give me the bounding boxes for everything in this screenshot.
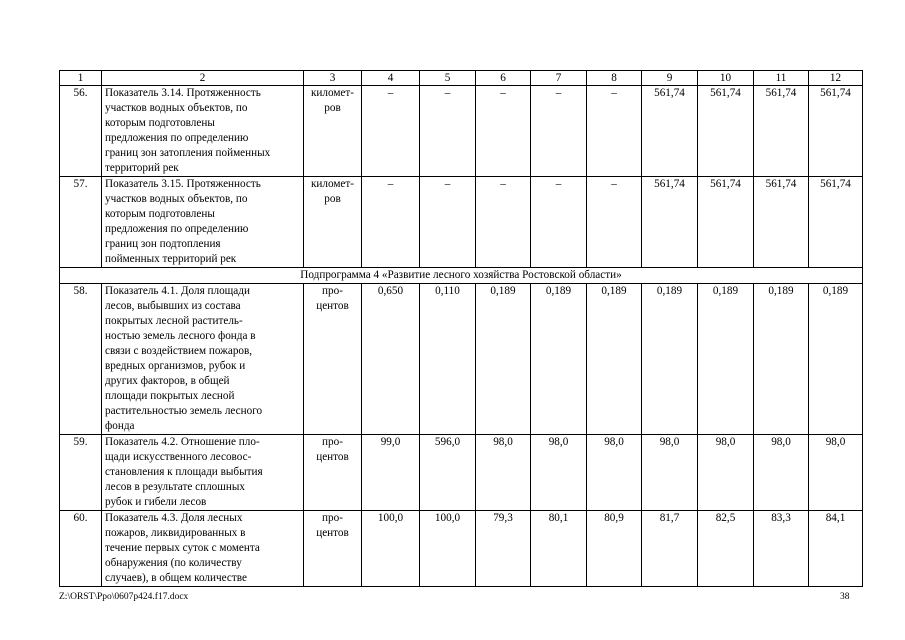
value-cell: –: [476, 86, 531, 177]
indicator-name: Показатель 4.1. Доля площади лесов, выбывших из состава покрытых лесной раститель- ностью земель лесного фонда в связи с воздействием пожаров, вредных организмов, рубок и других факторов, в общей площади покрытых лесной растительностью земель лесного фонда: [102, 284, 304, 435]
value-cell: 561,74: [642, 86, 698, 177]
row-number: 57.: [60, 177, 102, 268]
value-cell: 561,74: [754, 177, 809, 268]
value-cell: –: [531, 86, 587, 177]
row-number: 56.: [60, 86, 102, 177]
value-cell: 0,189: [698, 284, 754, 435]
indicators-table: [59, 70, 863, 587]
value-cell: 98,0: [531, 435, 587, 511]
value-cell: 0,650: [362, 284, 420, 435]
table-row: [60, 435, 863, 511]
value-cell: –: [476, 177, 531, 268]
value-cell: –: [362, 86, 420, 177]
value-cell: 98,0: [476, 435, 531, 511]
value-cell: 0,189: [809, 284, 863, 435]
value-cell: 561,74: [698, 86, 754, 177]
value-cell: 99,0: [362, 435, 420, 511]
column-number: 3: [304, 71, 362, 86]
column-number: 2: [102, 71, 304, 86]
subprogram-title: Подпрограмма 4 «Развитие лесного хозяйства Ростовской области»: [60, 268, 863, 284]
unit: километ- ров: [304, 177, 362, 268]
value-cell: 98,0: [642, 435, 698, 511]
value-cell: –: [531, 177, 587, 268]
value-cell: 561,74: [809, 177, 863, 268]
value-cell: 0,189: [642, 284, 698, 435]
value-cell: 80,1: [531, 511, 587, 587]
file-path: Z:\ORST\Ppo\0607p424.f17.docx: [59, 592, 189, 602]
value-cell: 0,189: [531, 284, 587, 435]
value-cell: 561,74: [642, 177, 698, 268]
value-cell: 98,0: [809, 435, 863, 511]
value-cell: 0,189: [476, 284, 531, 435]
column-number: 9: [642, 71, 698, 86]
row-number: 60.: [60, 511, 102, 587]
column-number: 6: [476, 71, 531, 86]
indicator-name: Показатель 3.14. Протяженность участков водных объектов, по которым подготовлены предложения по определению границ зон затопления пойменных территорий рек: [102, 86, 304, 177]
value-cell: 561,74: [754, 86, 809, 177]
value-cell: 83,3: [754, 511, 809, 587]
column-number: 1: [60, 71, 102, 86]
value-cell: 0,110: [420, 284, 476, 435]
header-row: [60, 71, 863, 86]
value-cell: 596,0: [420, 435, 476, 511]
value-cell: 98,0: [587, 435, 642, 511]
value-cell: 79,3: [476, 511, 531, 587]
value-cell: 100,0: [362, 511, 420, 587]
column-number: 5: [420, 71, 476, 86]
row-number: 59.: [60, 435, 102, 511]
value-cell: 81,7: [642, 511, 698, 587]
value-cell: 80,9: [587, 511, 642, 587]
value-cell: 0,189: [587, 284, 642, 435]
value-cell: 82,5: [698, 511, 754, 587]
column-number: 4: [362, 71, 420, 86]
value-cell: –: [587, 177, 642, 268]
column-number: 7: [531, 71, 587, 86]
value-cell: 98,0: [698, 435, 754, 511]
column-number: 11: [754, 71, 809, 86]
value-cell: –: [587, 86, 642, 177]
unit: километ- ров: [304, 86, 362, 177]
value-cell: 561,74: [698, 177, 754, 268]
value-cell: 561,74: [809, 86, 863, 177]
indicator-name: Показатель 4.2. Отношение пло- щади искусственного лесовос- становления к площади выбытия лесов в результате сплошных рубок и гибели лесов: [102, 435, 304, 511]
row-number: 58.: [60, 284, 102, 435]
value-cell: 84,1: [809, 511, 863, 587]
value-cell: 100,0: [420, 511, 476, 587]
unit: про- центов: [304, 511, 362, 587]
indicator-name: Показатель 4.3. Доля лесных пожаров, ликвидированных в течение первых суток с момента обнаружения (по количеству случаев), в общем количестве: [102, 511, 304, 587]
indicator-name: Показатель 3.15. Протяженность участков водных объектов, по которым подготовлены предложения по определению границ зон подтопления пойменных территорий рек: [102, 177, 304, 268]
value-cell: –: [420, 177, 476, 268]
column-number: 8: [587, 71, 642, 86]
value-cell: 98,0: [754, 435, 809, 511]
column-number: 12: [809, 71, 863, 86]
unit: про- центов: [304, 284, 362, 435]
table-row: [60, 86, 863, 177]
table-row: [60, 284, 863, 435]
column-number: 10: [698, 71, 754, 86]
page-number: 38: [840, 592, 850, 602]
table-row: [60, 177, 863, 268]
subprogram-row: [60, 268, 863, 284]
unit: про- центов: [304, 435, 362, 511]
table-row: [60, 511, 863, 587]
value-cell: –: [362, 177, 420, 268]
value-cell: –: [420, 86, 476, 177]
value-cell: 0,189: [754, 284, 809, 435]
